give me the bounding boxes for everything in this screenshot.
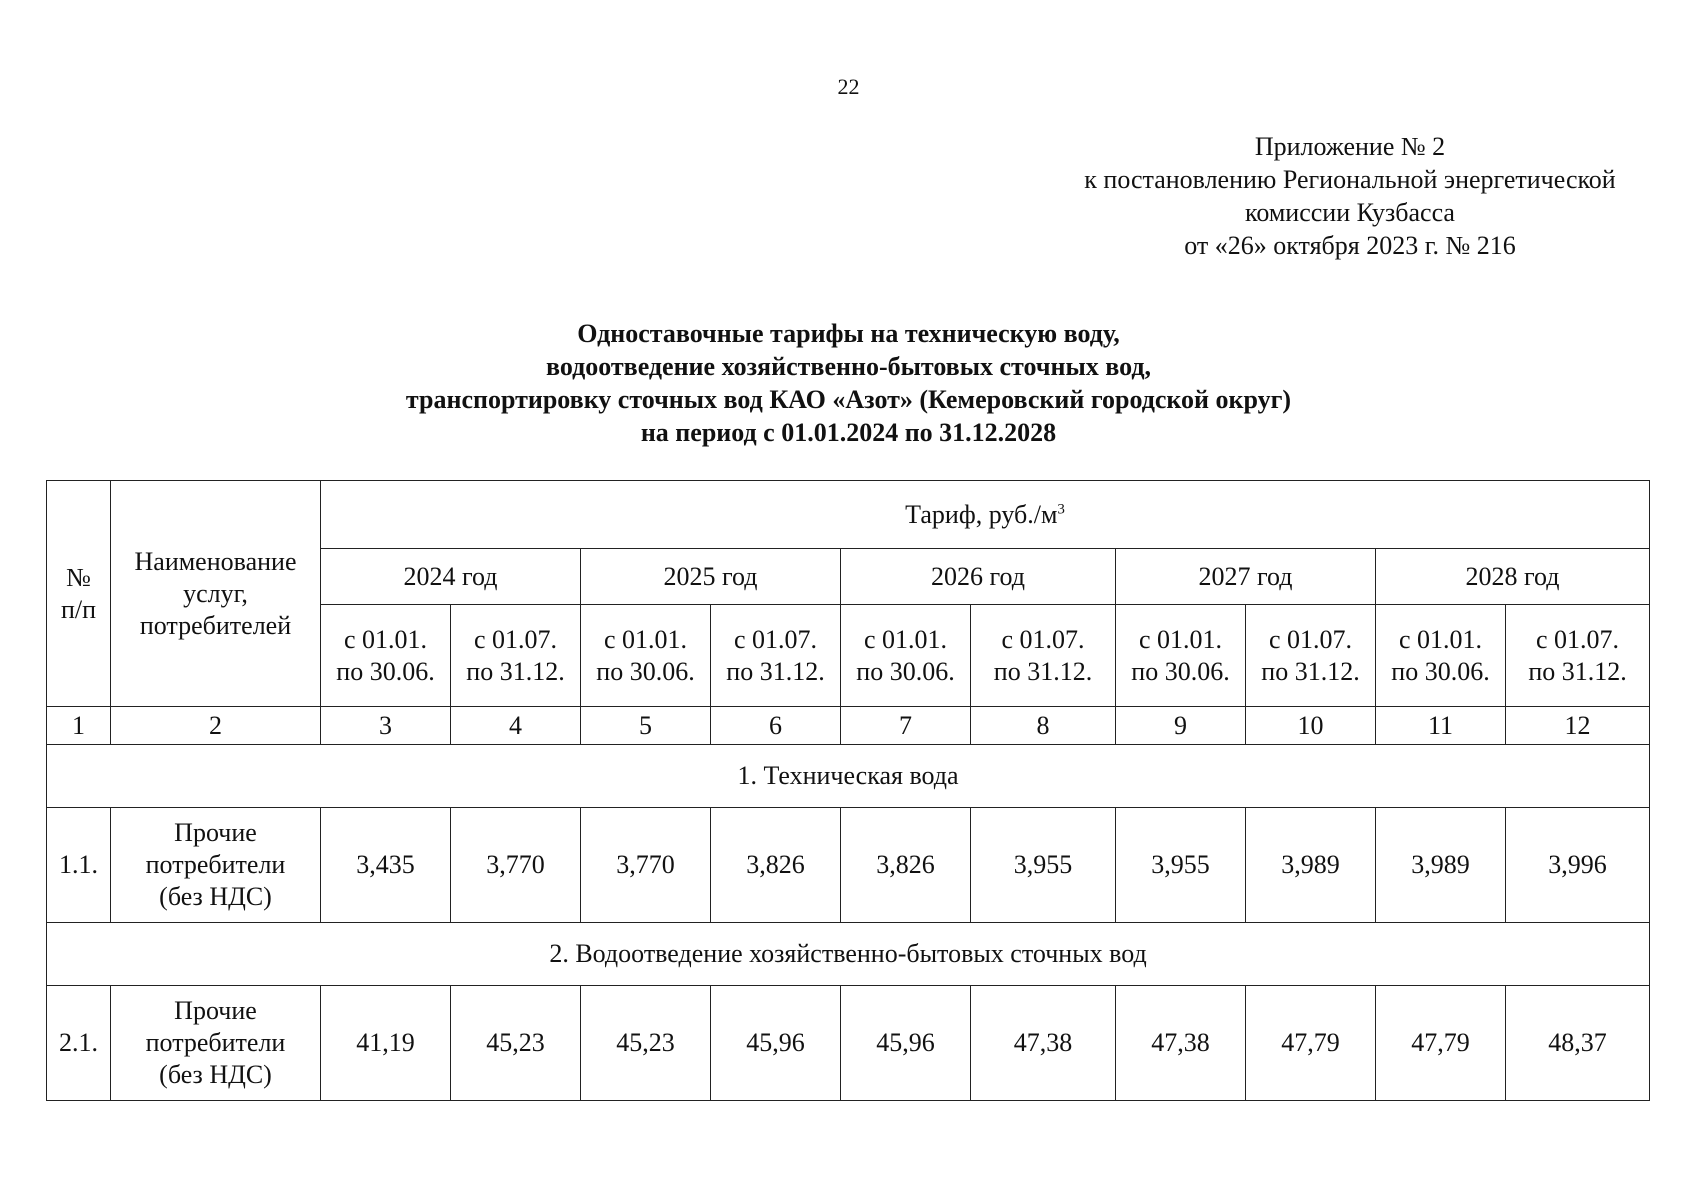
tariff-value: 3,989 <box>1246 808 1376 923</box>
title-line: транспортировку сточных вод КАО «Азот» (Кемеровский городской округ) <box>405 385 1292 414</box>
table-row <box>47 808 1650 923</box>
row-name-line: (без НДС) <box>159 1060 272 1089</box>
period-to: по 31.12. <box>1528 656 1627 686</box>
period-from: с 01.07. <box>733 624 818 654</box>
column-number: 11 <box>1376 707 1506 745</box>
tariff-header-text: Тариф, руб./м <box>905 499 1058 529</box>
row-name-line: потребители <box>145 850 286 879</box>
section-title: 1. Техническая вода <box>47 745 1650 808</box>
column-number: 3 <box>321 707 451 745</box>
tariff-value: 45,23 <box>581 986 711 1101</box>
row-number: 1.1. <box>47 808 111 923</box>
row-name <box>111 986 321 1101</box>
period-to: по 30.06. <box>856 656 955 686</box>
header-year: 2024 год <box>321 549 581 605</box>
tariff-value: 3,826 <box>841 808 971 923</box>
header-number-col <box>47 481 111 707</box>
tariff-unit-superscript: 3 <box>1057 500 1065 517</box>
tariff-value: 3,989 <box>1376 808 1506 923</box>
tariff-value: 48,37 <box>1506 986 1650 1101</box>
row-number: 2.1. <box>47 986 111 1101</box>
tariff-table <box>46 480 1650 1101</box>
period-to: по 31.12. <box>1261 656 1360 686</box>
period-from: с 01.01. <box>1138 624 1223 654</box>
tariff-value: 47,38 <box>971 986 1116 1101</box>
period-to: по 30.06. <box>1391 656 1490 686</box>
period-to: по 30.06. <box>1131 656 1230 686</box>
tariff-value: 3,955 <box>1116 808 1246 923</box>
page-number: 22 <box>837 74 860 99</box>
header-text: потребителей <box>139 610 292 640</box>
table-row <box>47 986 1650 1101</box>
period-from: с 01.07. <box>1001 624 1085 654</box>
period-to: по 30.06. <box>596 656 695 686</box>
title-line: водоотведение хозяйственно-бытовых сточных вод, <box>545 352 1152 381</box>
period-from: с 01.07. <box>1268 624 1353 654</box>
row-name-line: Прочие <box>174 996 257 1025</box>
header-period <box>321 605 451 707</box>
tariff-value: 45,23 <box>451 986 581 1101</box>
header-period <box>1116 605 1246 707</box>
appendix-line: Приложение № 2 <box>1254 132 1446 161</box>
tariff-value: 3,955 <box>971 808 1116 923</box>
row-name-line: (без НДС) <box>159 882 272 911</box>
appendix-line: к постановлению Региональной энергетической <box>1084 165 1616 194</box>
column-number: 10 <box>1246 707 1376 745</box>
column-number: 1 <box>47 707 111 745</box>
title-line: на период с 01.01.2024 по 31.12.2028 <box>640 418 1057 447</box>
header-text: услуг, <box>183 578 248 608</box>
column-number: 9 <box>1116 707 1246 745</box>
header-text: № <box>66 562 91 592</box>
tariff-value: 3,770 <box>581 808 711 923</box>
column-number: 7 <box>841 707 971 745</box>
tariff-value: 47,79 <box>1246 986 1376 1101</box>
row-name-line: Прочие <box>174 818 257 847</box>
header-period <box>451 605 581 707</box>
period-to: по 31.12. <box>993 656 1093 686</box>
tariff-value: 45,96 <box>841 986 971 1101</box>
tariff-value: 3,435 <box>321 808 451 923</box>
row-name-line: потребители <box>145 1028 286 1057</box>
header-year: 2027 год <box>1116 549 1376 605</box>
row-name <box>111 808 321 923</box>
header-text: Наименование <box>134 546 297 576</box>
column-number: 6 <box>711 707 841 745</box>
header-period <box>581 605 711 707</box>
tariff-value: 41,19 <box>321 986 451 1101</box>
header-period <box>841 605 971 707</box>
tariff-value: 47,79 <box>1376 986 1506 1101</box>
period-to: по 30.06. <box>336 656 435 686</box>
title-line: Одноставочные тарифы на техническую воду, <box>577 319 1120 348</box>
header-period <box>1376 605 1506 707</box>
column-number: 2 <box>111 707 321 745</box>
section-title: 2. Водоотведение хозяйственно-бытовых сточных вод <box>47 923 1650 986</box>
tariff-value: 3,996 <box>1506 808 1650 923</box>
period-from: с 01.07. <box>1536 624 1620 654</box>
tariff-value: 45,96 <box>711 986 841 1101</box>
header-period <box>1506 605 1650 707</box>
tariff-value: 3,826 <box>711 808 841 923</box>
period-from: с 01.07. <box>473 624 558 654</box>
period-to: по 31.12. <box>466 656 565 686</box>
column-number: 4 <box>451 707 581 745</box>
tariff-value: 3,770 <box>451 808 581 923</box>
header-text: п/п <box>60 594 97 624</box>
period-to: по 31.12. <box>726 656 825 686</box>
header-period <box>971 605 1116 707</box>
section-row <box>47 745 1650 808</box>
appendix-line: от «26» октября 2023 г. № 216 <box>1184 231 1516 260</box>
header-period <box>711 605 841 707</box>
period-from: с 01.01. <box>1398 624 1483 654</box>
header-year: 2026 год <box>841 549 1116 605</box>
document-title <box>0 317 1697 449</box>
header-year: 2028 год <box>1376 549 1650 605</box>
period-from: с 01.01. <box>863 624 948 654</box>
column-number: 8 <box>971 707 1116 745</box>
tariff-value: 47,38 <box>1116 986 1246 1101</box>
appendix-block <box>1030 130 1670 262</box>
period-from: с 01.01. <box>343 624 428 654</box>
header-name-col <box>111 481 321 707</box>
header-tariff <box>321 481 1650 549</box>
period-from: с 01.01. <box>603 624 688 654</box>
header-period <box>1246 605 1376 707</box>
appendix-line: комиссии Кузбасса <box>1245 198 1455 227</box>
section-row <box>47 923 1650 986</box>
column-number: 12 <box>1506 707 1650 745</box>
header-year: 2025 год <box>581 549 841 605</box>
column-number: 5 <box>581 707 711 745</box>
